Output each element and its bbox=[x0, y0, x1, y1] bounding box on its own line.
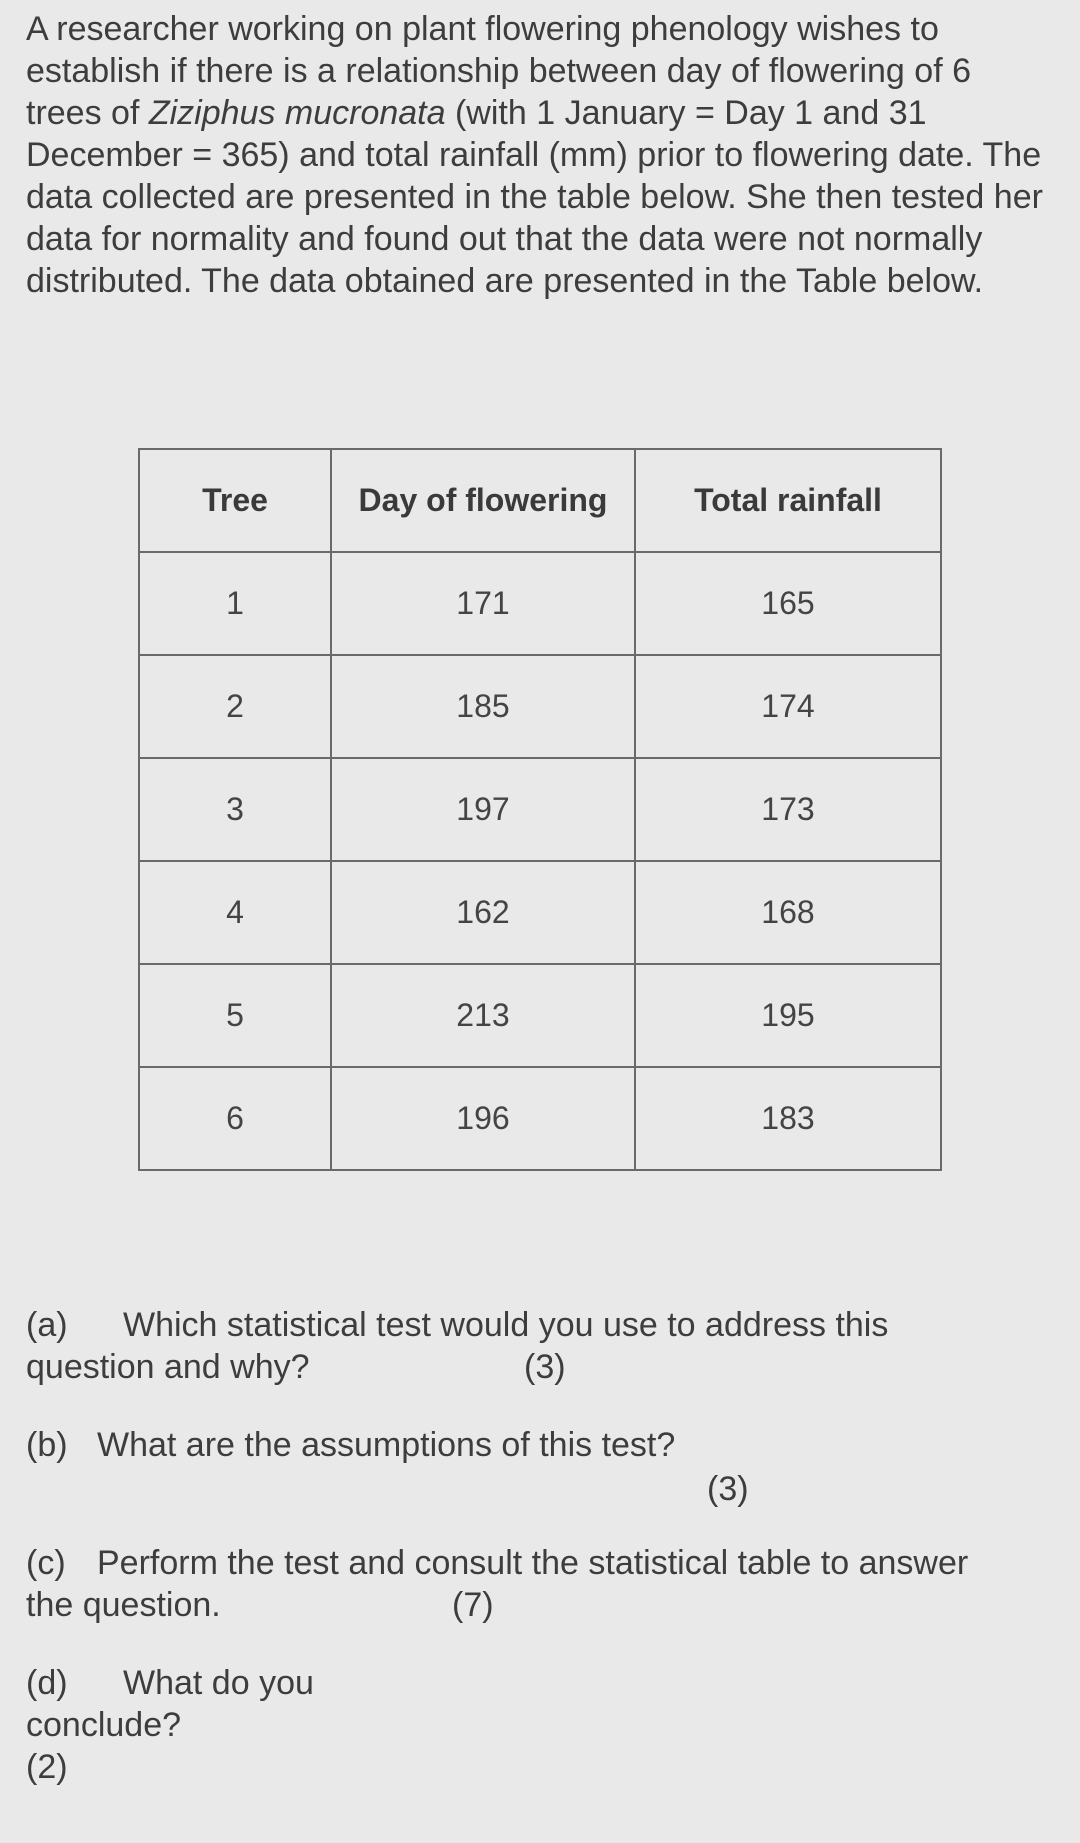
question-a-marks: (3) bbox=[524, 1348, 566, 1386]
question-d-marks: (2) bbox=[26, 1748, 68, 1786]
table-row bbox=[139, 552, 941, 655]
cell-tree: 6 bbox=[139, 1067, 331, 1170]
question-b-text: What are the assumptions of this test? bbox=[97, 1426, 676, 1464]
header-total-rainfall: Total rainfall bbox=[635, 449, 941, 552]
cell-rainfall: 174 bbox=[635, 655, 941, 758]
cell-day: 213 bbox=[331, 964, 635, 1067]
cell-rainfall: 173 bbox=[635, 758, 941, 861]
table-row bbox=[139, 758, 941, 861]
question-c-text-1: Perform the test and consult the statistical table to answer bbox=[97, 1544, 969, 1582]
question-b-label: (b) bbox=[26, 1426, 68, 1464]
cell-day: 185 bbox=[331, 655, 635, 758]
question-b bbox=[26, 1424, 1056, 1508]
intro-text-2: (with 1 January = Day 1 and 31 December = 365) and total rainfall (mm) prior to flowering date. The data collected are presented in the table below. She then tested her data for normality and found out that the data were not normally distributed. The data obtained are presented in the Table below. bbox=[26, 94, 1043, 300]
header-day-of-flowering: Day of flowering bbox=[331, 449, 635, 552]
intro-text-1: A researcher working on plant flowering phenology wishes to establish if there is a relationship between day of flowering of 6 trees of bbox=[26, 10, 971, 132]
cell-rainfall: 168 bbox=[635, 861, 941, 964]
question-c-label: (c) bbox=[26, 1544, 66, 1582]
question-c-marks: (7) bbox=[452, 1586, 494, 1624]
cell-tree: 2 bbox=[139, 655, 331, 758]
data-table bbox=[138, 448, 942, 1171]
question-c bbox=[26, 1542, 1056, 1626]
table-row bbox=[139, 964, 941, 1067]
table-header-row bbox=[139, 449, 941, 552]
question-a-text-2: question and why? bbox=[26, 1348, 310, 1386]
cell-day: 171 bbox=[331, 552, 635, 655]
question-a-text-1: Which statistical test would you use to address this bbox=[123, 1306, 889, 1344]
header-tree: Tree bbox=[139, 449, 331, 552]
species-name: Ziziphus mucronata bbox=[148, 94, 446, 132]
table-row bbox=[139, 655, 941, 758]
cell-tree: 1 bbox=[139, 552, 331, 655]
cell-tree: 5 bbox=[139, 964, 331, 1067]
cell-day: 162 bbox=[331, 861, 635, 964]
cell-day: 196 bbox=[331, 1067, 635, 1170]
cell-rainfall: 183 bbox=[635, 1067, 941, 1170]
table-row bbox=[139, 1067, 941, 1170]
question-intro bbox=[26, 8, 1056, 302]
question-c-text-2: the question. bbox=[26, 1586, 221, 1624]
cell-day: 197 bbox=[331, 758, 635, 861]
cell-rainfall: 165 bbox=[635, 552, 941, 655]
question-a bbox=[26, 1304, 1056, 1388]
cell-tree: 3 bbox=[139, 758, 331, 861]
question-d-label: (d) bbox=[26, 1664, 68, 1702]
cell-tree: 4 bbox=[139, 861, 331, 964]
question-d-text-2: conclude? bbox=[26, 1706, 182, 1744]
question-b-marks: (3) bbox=[707, 1470, 749, 1508]
question-a-label: (a) bbox=[26, 1306, 68, 1344]
table-row bbox=[139, 861, 941, 964]
cell-rainfall: 195 bbox=[635, 964, 941, 1067]
question-d-text-1: What do you bbox=[123, 1664, 314, 1702]
question-d bbox=[26, 1662, 626, 1788]
